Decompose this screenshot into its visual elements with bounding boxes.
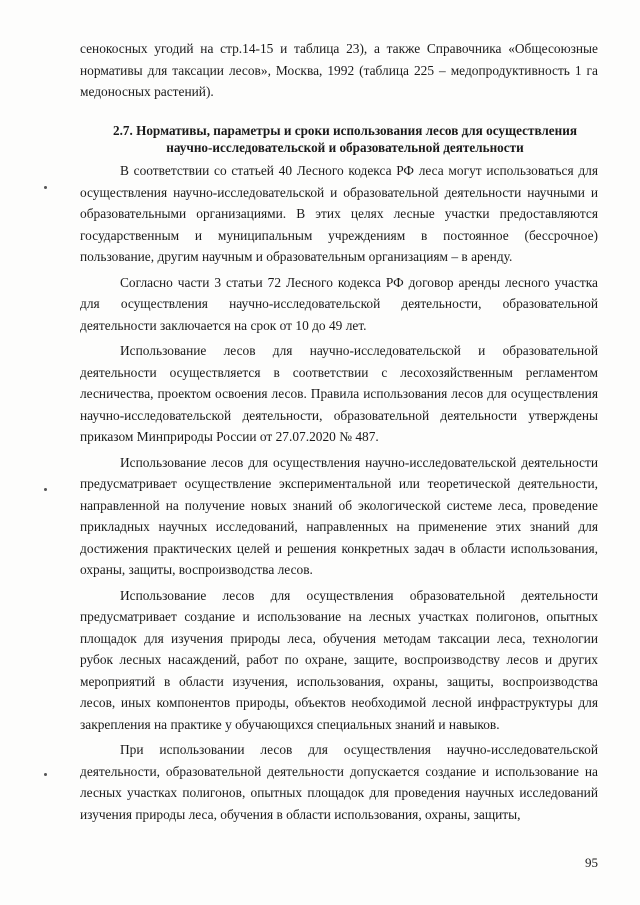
section-body (80, 160, 598, 825)
page-number: 95 (585, 855, 598, 870)
paragraph-research-use: Использование лесов для осуществления научно-исследовательской деятельности предусматривает осуществление экспериментальной или теоретической деятельности, направленной на получение новых знаний об экологической системе леса, проведение прикладных научных исследований, направленных на применение этих знаний для достижения практических целей и решения конкретных задач в области использования, охраны, защиты, воспроизводства лесов. (80, 454, 598, 577)
margin-dot-mark (44, 488, 47, 491)
section-heading (95, 122, 595, 156)
section-heading-line-2: научно-исследовательской и образовательной деятельности (166, 140, 524, 155)
paragraph-article-72: Согласно части 3 статьи 72 Лесного кодекса РФ договор аренды лесного участка для осуществления научно-исследовательской деятельности, образовательной деятельности заключается на срок от 10 до 49 лет. (80, 274, 598, 333)
paragraph-education-use: Использование лесов для осуществления образовательной деятельности предусматривает создание и использование на лесных участках полигонов, опытных площадок для изучения природы леса, обучения методам таксации леса, технологии рубок лесных насаждений, работ по охране, защите, воспроизводству лесов и других мероприятий в области изучения, использования, охраны, защиты, воспроизводства лесов, иных компонентов природы, объектов необходимой лесной инфраструктуры для закрепления на практике у обучающихся специальных знаний и навыков. (80, 587, 598, 732)
paragraph-regulations: Использование лесов для научно-исследовательской и образовательной деятельности осуществляется в соответствии с лесохозяйственным регламентом лесничества, проектом освоения лесов. Правила использования лесов для осуществления научно-исследовательской деятельности, образовательной деятельности утверждены приказом Минприроды России от 27.07.2020 № 487. (80, 343, 598, 444)
paragraph-article-40: В соответствии со статьей 40 Лесного кодекса РФ леса могут использоваться для осуществления научно-исследовательской и образовательной деятельности научными и образовательными организациями. В этих целях лесные участки предоставляются государственным и муниципальным учреждениям в постоянное (бессрочное) пользование, другим научным и образовательным организациям – в аренду. (80, 163, 598, 264)
paragraph-polygons: При использовании лесов для осуществления научно-исследовательской деятельности, образовательной деятельности допускается создание и использование на лесных участках полигонов, опытных площадок для проведения научных исследований изучения природы леса, обучения в области использования, охраны, защиты, (80, 742, 598, 822)
top-paragraph: сенокосных угодий на стр.14-15 и таблица 23), а также Справочника «Общесоюзные нормативы для таксации лесов», Москва, 1992 (таблица 225 – медопродуктивность 1 га медоносных растений). (80, 41, 598, 99)
section-heading-line-1: 2.7. Нормативы, параметры и сроки использования лесов для осуществления (113, 123, 577, 138)
margin-dot-mark (44, 186, 47, 189)
margin-dot-mark (44, 773, 47, 776)
